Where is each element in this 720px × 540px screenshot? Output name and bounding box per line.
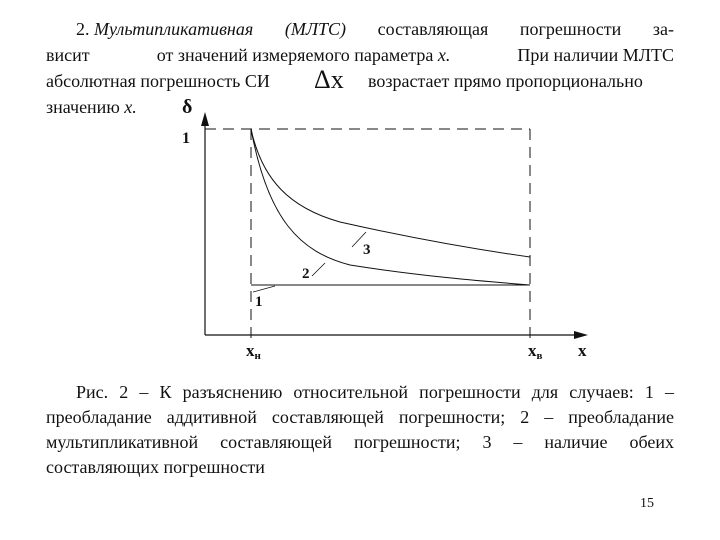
variable-x: x. [437, 45, 451, 65]
word: При наличии МЛТС [517, 45, 674, 65]
word: за- [652, 19, 674, 39]
curve-3 [251, 129, 530, 257]
y-tick-label: 1 [182, 130, 190, 147]
variable-x: x [330, 65, 344, 94]
word: составляющая [377, 19, 489, 39]
label-2-leader [312, 263, 325, 276]
y-axis-arrow [201, 112, 209, 126]
x-high-label: xв [528, 341, 543, 362]
delta-symbol: Δ [314, 65, 331, 94]
figure-caption [46, 380, 674, 480]
list-number: 2. [76, 19, 94, 39]
page-number: 15 [640, 496, 654, 511]
term-multiplicative: Мультипликативная [94, 19, 254, 39]
label-1-leader [253, 286, 275, 292]
term-abbrev: (МЛТС) [284, 19, 347, 39]
curve-2 [251, 129, 530, 285]
caption-line: мультипликативной составляющей погрешности; 3 – наличие обеих [46, 432, 674, 452]
curve-label-1: 1 [255, 294, 263, 310]
x-axis-arrow [574, 331, 588, 339]
word: значению [46, 97, 120, 117]
word: возрастает прямо пропорционально [368, 71, 643, 91]
curve-label-2: 2 [302, 266, 310, 282]
x-axis-label: x [578, 341, 587, 360]
caption-line: преобладание аддитивной составляющей погрешности; 2 – преобладание [46, 407, 674, 427]
word: висит [46, 45, 90, 65]
curve-label-3: 3 [363, 242, 371, 258]
word: погрешности [519, 19, 622, 39]
word: абсолютная погрешность СИ [46, 71, 270, 91]
caption-line: составляющих погрешности [46, 457, 265, 477]
caption-line: Рис. 2 – К разъяснению относительной погрешности для случаев: 1 – [76, 382, 674, 402]
variable-x: x. [124, 97, 137, 117]
y-axis-label: δ [182, 96, 193, 118]
word: от значений измеряемого параметра [156, 45, 434, 65]
x-low-label: xн [246, 341, 261, 362]
